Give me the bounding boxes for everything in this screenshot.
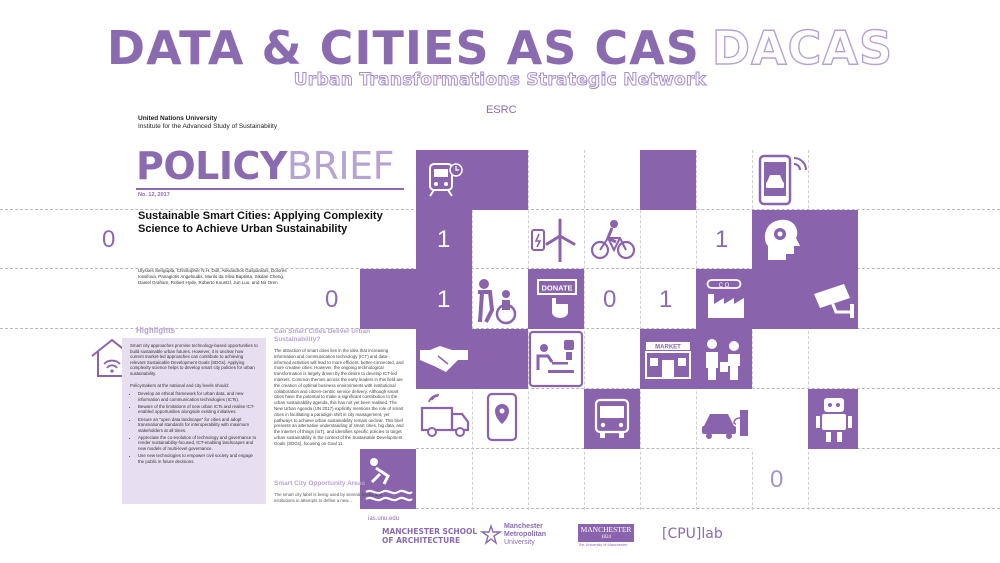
donate-icon: [534, 276, 580, 324]
list-item: • Ensure an "open data landscape" for cities and adopt transnational standards for interoperability with maximum stakeholders at all times.: [138, 417, 258, 434]
highlights-lead: Policymakers at the national and city levels should:: [130, 382, 230, 388]
footer-url[interactable]: ias.unu.edu: [368, 516, 400, 522]
remote-work-icon: [528, 330, 584, 388]
author-list: Ulysses Sengupta, Christopher N.H. Doll, Alexandros Gasparatos, Dolores Iossifova, Panagiotis Angeloudis, Murilo da Silva Baptista, Sikdan Cheng, Daniel Graham, Robert Hyde, Roberto Kountzl, Jun Luo, and Nir Oren: [138, 268, 287, 286]
section-body: The attraction of smart cities lies in the idea that increasing information and communication technology (ICT) and data-informed activities will lead to more efficient, better-connected, and more creative cities. However, the ongoing technological transformation is largely driven by the desire to develop ICT-led markets. Common themes across the early leaders in this field are the creation of optimal business environments with institutional collaboration and citizen-centric service delivery. Although smart cities have the potential to make a significant contribution to the urban sustainability agenda, this has not yet been realised. The New Urban Agenda (UN 2017) explicitly mentions the role of smart cities in facilitating a paradigm shift in city management, yet pathways to achieve urban sustainability remain unclear. This brief presents an alternative understanding of smart cities, big data, and the internet of things (IoT), and identifies specific policies to target urban sustainability in the context of the Sustainable Development Goals (SDGs), focusing on Goal 11.: [274, 348, 404, 446]
binary-digit: 1: [659, 286, 673, 313]
grid-line: [584, 150, 585, 510]
title-outline: DACAS: [711, 21, 894, 75]
binary-digit: 0: [603, 286, 617, 313]
unu-name: United Nations University: [138, 115, 218, 122]
donate-label: DONATE: [541, 283, 573, 293]
grid-cell: [360, 269, 416, 329]
grid-cell: [752, 389, 808, 449]
map-app-icon: [484, 392, 520, 442]
unu-institute: Institute for the Advanced Study of Sustainability: [138, 123, 278, 130]
bus-icon: [590, 396, 634, 442]
bicycle-icon: [590, 216, 636, 262]
grid-line: [416, 448, 1000, 449]
factory-emissions-icon: [702, 276, 748, 322]
co-label: C O: [718, 283, 730, 289]
grid-cell: [808, 210, 858, 269]
binary-digit: 1: [715, 226, 729, 253]
msa-logo: MANCHESTER SCHOOL OF ARCHITECTURE: [382, 527, 478, 545]
elderly-care-icon: [472, 276, 522, 326]
heading-rule: [136, 188, 404, 190]
binary-digit: 0: [325, 286, 339, 313]
shoppers-icon: [698, 336, 750, 382]
brain-icon: [760, 216, 804, 264]
robot-icon: [816, 394, 852, 444]
list-item: • Beware of the limitations of new urban ICTs and realise ICT-enabled opportunities alongside existing initiatives.: [138, 404, 258, 415]
binary-digit: 0: [102, 226, 116, 253]
brief-word: BRIEF: [286, 144, 394, 188]
highlights-intro: Smart city approaches promise technology-based opportunities to build sustainable urban futures. However, it is unclear how current market-led approaches can contribute to achieving relevant Sustainable Development Goals (SDGs). Applying complexity science helps to develop smart city policies for urban sustainability.: [130, 343, 258, 376]
grid-cell: [752, 269, 808, 329]
binary-digit: 1: [437, 286, 451, 313]
uom-logo: MANCHESTER 1824: [578, 524, 634, 542]
grid-cell: [472, 329, 528, 389]
policy-brief-heading: [136, 146, 394, 186]
binary-digit: 1: [437, 226, 451, 253]
list-item: • Develop an ethical framework for urban data, and new information and communication technologies (ICTs).: [138, 391, 258, 402]
brief-number: No. 12, 2017: [138, 192, 170, 198]
connected-car-icon: [752, 152, 808, 208]
section-heading-2: Smart City Opportunity Areas: [274, 480, 366, 487]
uom-subtitle: The University of Manchester: [578, 543, 628, 547]
grid-line: [808, 150, 809, 510]
handshake-icon: [418, 338, 470, 378]
grid-cell: [640, 150, 696, 210]
highlights-box: [122, 338, 266, 504]
title-main: DATA & CITIES AS CAS: [106, 21, 700, 75]
esrc-logo: ESRC: [486, 104, 517, 116]
policy-word: POLICY: [136, 144, 287, 188]
document-title: Sustainable Smart Cities: Applying Complexity Science to Achieve Urban Sustainability: [138, 210, 383, 235]
market-icon: [642, 338, 694, 382]
cctv-camera-icon: [808, 280, 856, 320]
mmu-crest-icon: [480, 524, 502, 546]
renewable-energy-icon: [530, 216, 578, 264]
ev-charging-icon: [698, 400, 750, 440]
poster-subtitle: Urban Transformations Strategic Network: [293, 70, 707, 90]
list-item: • Use new technologies to empower civil society and engage the public in future decisions.: [138, 453, 258, 464]
list-item: • Appreciate the co-evolution of technology and governance to render sustainability-focused, ICT-enabling landscapes and new models of multi-level governance.: [138, 435, 258, 452]
grid-line: [416, 508, 1000, 509]
market-label: MARKET: [655, 344, 681, 351]
cpu-lab-logo: [CPU]lab: [662, 526, 723, 542]
highlights-title: Highlights: [136, 326, 176, 335]
grid-cell: [472, 150, 528, 210]
section-heading: Can Smart Cities Deliver Urban Sustainability?: [274, 328, 371, 343]
train-icon: [424, 160, 464, 200]
delivery-truck-icon: [420, 394, 470, 440]
section-body-2: The smart city label is being used by several actors and institutions in attempts to define a new...: [274, 492, 383, 503]
highlights-list: [130, 391, 258, 464]
poster-title: [0, 22, 1000, 74]
binary-digit: 0: [770, 466, 784, 493]
mmu-logo: Manchester Metropolitan University: [504, 523, 546, 546]
